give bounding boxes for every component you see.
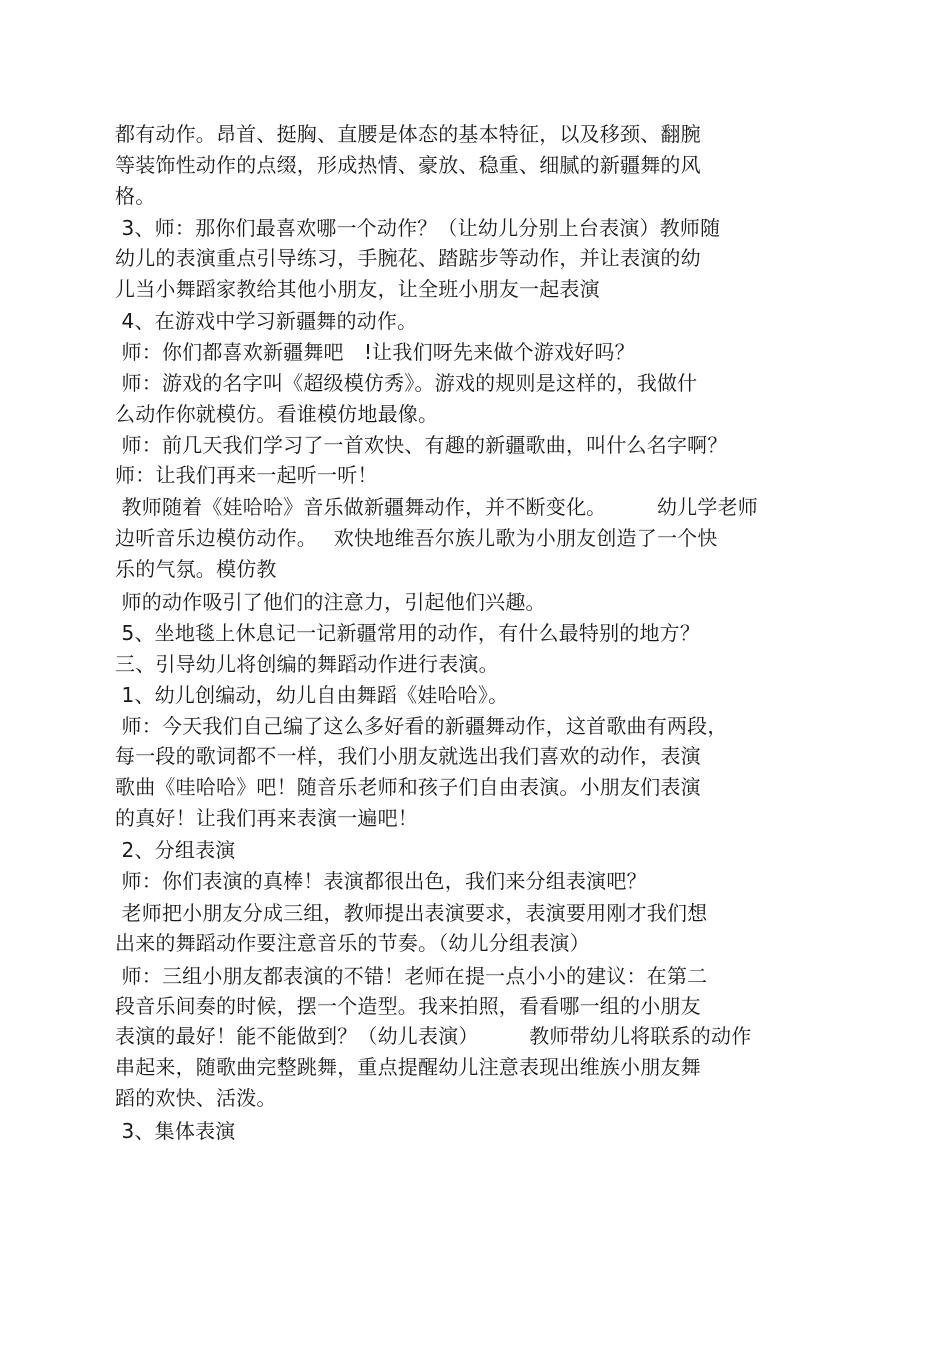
text-line: 每一段的歌词都不一样，我们小朋友就选出我们喜欢的动作，表演 xyxy=(115,744,701,768)
text-line: 段音乐间奏的时候，摆一个造型。我来拍照，看看哪一组的小朋友 xyxy=(115,994,701,1018)
text-line: 表演的最好！能不能做到？（幼儿表演） 教师带幼儿将联系的动作 xyxy=(115,1024,752,1048)
text-line: 乐的气氛。模仿教 xyxy=(115,557,277,581)
text-line: 师：游戏的名字叫《超级模仿秀》。游戏的规则是这样的，我做什 xyxy=(115,371,698,395)
text-line: 等装饰性动作的点缀，形成热情、豪放、稳重、细腻的新疆舞的风 xyxy=(115,153,701,177)
text-line: 老师把小朋友分成三组，教师提出表演要求，表演要用刚才我们想 xyxy=(115,901,708,925)
text-line: 4、在游戏中学习新疆舞的动作。 xyxy=(115,309,418,333)
text-line: 的真好！让我们再来表演一遍吧！ xyxy=(115,806,418,830)
text-line: 3、集体表演 xyxy=(115,1119,236,1143)
text-line: 师：今天我们自己编了这么多好看的新疆舞动作，这首歌曲有两段， xyxy=(115,714,728,738)
text-line: 格。 xyxy=(115,184,156,208)
text-line: 3、师：那你们最喜欢哪一个动作？（让幼儿分别上台表演）教师随 xyxy=(115,216,721,240)
text-line: 师：你们表演的真棒！表演都很出色，我们来分组表演吧？ xyxy=(115,869,647,893)
text-line: 师：你们都喜欢新疆舞吧 !让我们呀先来做个游戏好吗？ xyxy=(115,340,635,364)
text-line: 边听音乐边模仿动作。 欢快地维吾尔族儿歌为小朋友创造了一个快 xyxy=(115,526,718,550)
text-line: 5、坐地毯上休息记一记新疆常用的动作，有什么最特别的地方？ xyxy=(115,621,701,645)
text-line: 2、分组表演 xyxy=(115,838,236,862)
text-line: 师：让我们再来一起听一听！ xyxy=(115,463,378,487)
text-line: 三、引导幼儿将创编的舞蹈动作进行表演。 xyxy=(115,652,499,676)
text-line: 教师随着《娃哈哈》音乐做新疆舞动作，并不断变化。 幼儿学老师 xyxy=(115,495,758,519)
text-line: 1、幼儿创编动，幼儿自由舞蹈《娃哈哈》。 xyxy=(115,683,509,707)
text-line: 蹈的欢快、活泼。 xyxy=(115,1086,277,1110)
text-line: 歌曲《哇哈哈》吧！随音乐老师和孩子们自由表演。小朋友们表演 xyxy=(115,775,701,799)
text-line: 师：三组小朋友都表演的不错！老师在提一点小小的建议：在第二 xyxy=(115,964,708,988)
text-line: 都有动作。昂首、挺胸、直腰是体态的基本特征，以及移颈、翻腕 xyxy=(115,122,701,146)
text-line: 师的动作吸引了他们的注意力，引起他们兴趣。 xyxy=(115,590,546,614)
text-line: 儿当小舞蹈家教给其他小朋友，让全班小朋友一起表演 xyxy=(115,277,600,301)
text-line: 串起来，随歌曲完整跳舞，重点提醒幼儿注意表现出维族小朋友舞 xyxy=(115,1055,701,1079)
text-line: 幼儿的表演重点引导练习，手腕花、踏踮步等动作，并让表演的幼 xyxy=(115,246,701,270)
text-line: 师：前几天我们学习了一首欢快、有趣的新疆歌曲，叫什么名字啊？ xyxy=(115,433,728,457)
text-line: 么动作你就模仿。看谁模仿地最像。 xyxy=(115,402,439,426)
text-line: 出来的舞蹈动作要注意音乐的节奏。（幼儿分组表演） xyxy=(115,931,590,955)
